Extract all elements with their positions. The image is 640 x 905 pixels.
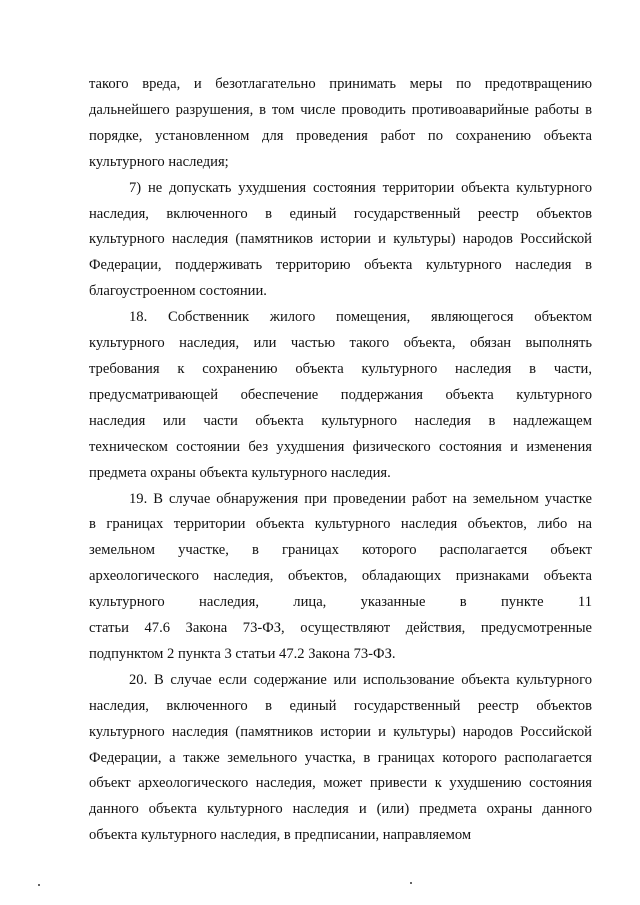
text-line: данного объекта культурного наследия и (или) предмета охраны данного: [89, 801, 592, 818]
scan-speck: [38, 884, 40, 886]
text-line: 7) не допускать ухудшения состояния территории объекта культурного: [129, 179, 592, 196]
text-line: техническом состоянии без ухудшения физического состояния и изменения: [89, 438, 592, 455]
text-line: порядке, установленном для проведения работ по сохранению объекта: [89, 127, 592, 144]
text-line: наследия, включенного в единый государственный реестр объектов: [89, 205, 592, 222]
text-line: статьи 47.6 Закона 73-ФЗ, осуществляют действия, предусмотренные: [89, 620, 592, 637]
text-line: 20. В случае если содержание или использование объекта культурного: [129, 671, 592, 688]
text-line: 19. В случае обнаружения при проведении работ на земельном участке: [129, 490, 592, 507]
text-line: такого вреда, и безотлагательно принимать меры по предотвращению: [89, 76, 592, 92]
text-line: наследия или части объекта культурного наследия в надлежащем: [89, 412, 592, 429]
text-line: дальнейшего разрушения, в том числе проводить противоаварийные работы в: [89, 101, 592, 118]
text-line: культурного наследия (памятников истории и культуры) народов Российской: [89, 723, 592, 740]
scan-speck: [410, 882, 412, 884]
text-line: благоустроенном состоянии.: [89, 283, 267, 300]
document-body: [89, 72, 592, 849]
text-line: культурного наследия, лица, указанные в пункте 11: [89, 594, 592, 611]
text-line: предусматривающей обеспечение поддержания объекта культурного: [89, 386, 592, 403]
text-line: культурного наследия, или частью такого объекта, обязан выполнять: [89, 335, 592, 352]
text-line: предмета охраны объекта культурного наследия.: [89, 464, 391, 481]
text-line: 18. Собственник жилого помещения, являющегося объектом: [129, 309, 592, 326]
text-line: культурного наследия;: [89, 153, 229, 170]
text-line: объект археологического наследия, может привести к ухудшению состояния: [89, 775, 592, 792]
text-line: подпунктом 2 пункта 3 статьи 47.2 Закона 73-ФЗ.: [89, 645, 396, 662]
text-line: Федерации, поддерживать территорию объекта культурного наследия в: [89, 257, 592, 274]
text-line: объекта культурного наследия, в предписании, направляемом: [89, 827, 472, 844]
text-line: земельном участке, в границах которого располагается объект: [89, 542, 592, 559]
text-line: в границах территории объекта культурного наследия объектов, либо на: [89, 516, 592, 533]
text-line: культурного наследия (памятников истории и культуры) народов Российской: [89, 231, 592, 248]
text-line: археологического наследия, объектов, обладающих признаками объекта: [89, 568, 592, 585]
text-line: Федерации, а также земельного участка, в границах которого располагается: [89, 749, 592, 766]
text-line: наследия, включенного в единый государственный реестр объектов: [89, 697, 592, 714]
text-line: требования к сохранению объекта культурного наследия в части,: [89, 360, 592, 377]
